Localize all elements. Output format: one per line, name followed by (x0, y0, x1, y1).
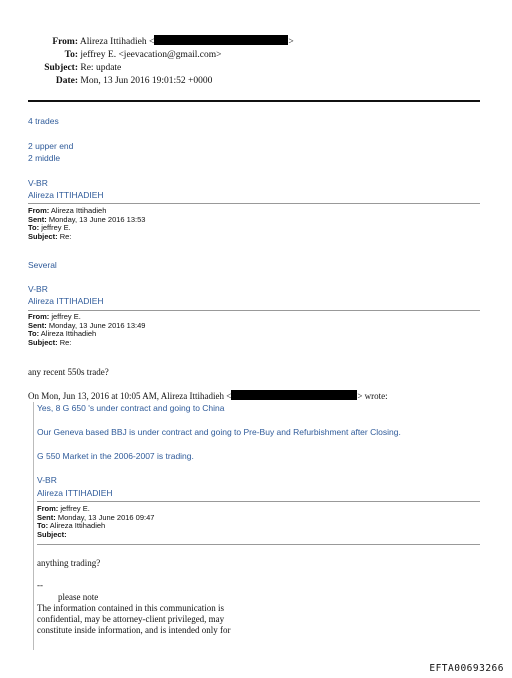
quote-intro-text: On Mon, Jun 13, 2016 at 10:05 AM, Alireza Ittihadieh < (28, 391, 232, 401)
email-header (40, 35, 294, 88)
from-label: From: (52, 37, 78, 47)
msg1-line1: 4 trades (28, 116, 59, 126)
disclaimer-line2: confidential, may be attorney-client privileged, may (37, 614, 225, 624)
date-label: Date: (55, 76, 78, 86)
header-divider (28, 100, 480, 102)
meta1-divider (28, 203, 480, 204)
meta3-subject-label: Subject: (37, 529, 67, 539)
meta1-from-label: From: (28, 206, 50, 215)
meta2-subject-label: Subject: (28, 337, 58, 347)
from-name: Alireza Ittihadieh < (79, 37, 155, 47)
meta1-subject-label: Subject: (28, 231, 58, 241)
subject-label: Subject: (44, 63, 78, 73)
redaction-bar (154, 35, 288, 45)
meta3-to-value: Alireza Ittihadieh (49, 521, 106, 531)
meta2-to-value: Alireza Ittihadieh (40, 329, 97, 339)
msg5-line1: anything trading? (37, 558, 101, 568)
meta3-sent-value: Monday, 13 June 2016 09:47 (57, 512, 155, 522)
redaction-bar (231, 390, 357, 400)
header-from-row (40, 35, 294, 49)
meta2-sent-label: Sent: (28, 320, 47, 330)
meta1-subject-value: Re: (59, 231, 72, 241)
meta2-to-label: To: (28, 329, 40, 339)
from-close: > (288, 37, 294, 47)
meta2-divider (28, 310, 480, 311)
msg2-signature-name: Alireza ITTIHADIEH (28, 296, 104, 306)
meta1-to-label: To: (28, 223, 40, 233)
date-value: Mon, 13 Jun 2016 19:01:52 +0000 (80, 76, 213, 86)
meta1-from-value: Alireza Ittihadieh (50, 206, 107, 215)
meta3-from-label: From: (37, 504, 59, 513)
to-value[interactable]: jeffrey E. <jeevacation@gmail.com> (80, 50, 222, 60)
msg4-signature-code: V-BR (37, 475, 57, 485)
meta2-sent-value: Monday, 13 June 2016 13:49 (48, 320, 146, 330)
msg2-line1: Several (28, 260, 57, 270)
msg2-signature-code: V-BR (28, 284, 48, 294)
msg1-line2: 2 upper end (28, 141, 74, 151)
header-date-row (40, 75, 294, 88)
msg5-dashes: -- (37, 580, 43, 590)
meta3-from-value: jeffrey E. (60, 504, 90, 513)
msg4-line3: G 550 Market in the 2006-2007 is trading. (37, 451, 194, 461)
disclaimer-line3: constitute inside information, and is intended only for (37, 625, 231, 635)
meta3-block (37, 505, 154, 539)
header-subject-row (40, 62, 294, 75)
document-id: EFTA00693266 (429, 663, 504, 674)
msg4-line2: Our Geneva based BBJ is under contract and going to Pre-Buy and Refurbishment after Closing. (37, 427, 401, 437)
meta1-block (28, 207, 145, 241)
quote-intro-end: > wrote: (357, 391, 388, 401)
msg4-signature-name: Alireza ITTIHADIEH (37, 488, 113, 498)
meta3-to-label: To: (37, 521, 49, 531)
msg1-signature-code: V-BR (28, 178, 48, 188)
subject-value: Re: update (80, 63, 122, 73)
to-label: To: (64, 50, 78, 60)
meta2-block (28, 313, 145, 347)
header-to-row (40, 49, 294, 62)
meta1-sent-label: Sent: (28, 214, 47, 224)
quote-intro (28, 390, 388, 402)
meta2-from-label: From: (28, 312, 50, 321)
msg1-line3: 2 middle (28, 153, 61, 163)
meta1-sent-value: Monday, 13 June 2016 13:53 (48, 214, 146, 224)
meta2-from-value: jeffrey E. (51, 312, 81, 321)
disclaimer-line1: The information contained in this communication is (37, 603, 224, 613)
meta1-to-value: jeffrey E. (41, 223, 71, 233)
meta3-sent-label: Sent: (37, 512, 56, 522)
msg1-signature-name: Alireza ITTIHADIEH (28, 190, 104, 200)
msg4-line1: Yes, 8 G 650 's under contract and going to China (37, 403, 225, 413)
meta3-bottom-divider (37, 544, 480, 545)
msg3-line1: any recent 550s trade? (28, 367, 109, 377)
msg5-note: please note (58, 592, 99, 602)
meta3-divider (37, 501, 480, 502)
quote-left-bar (33, 402, 34, 650)
meta2-subject-value: Re: (59, 337, 72, 347)
